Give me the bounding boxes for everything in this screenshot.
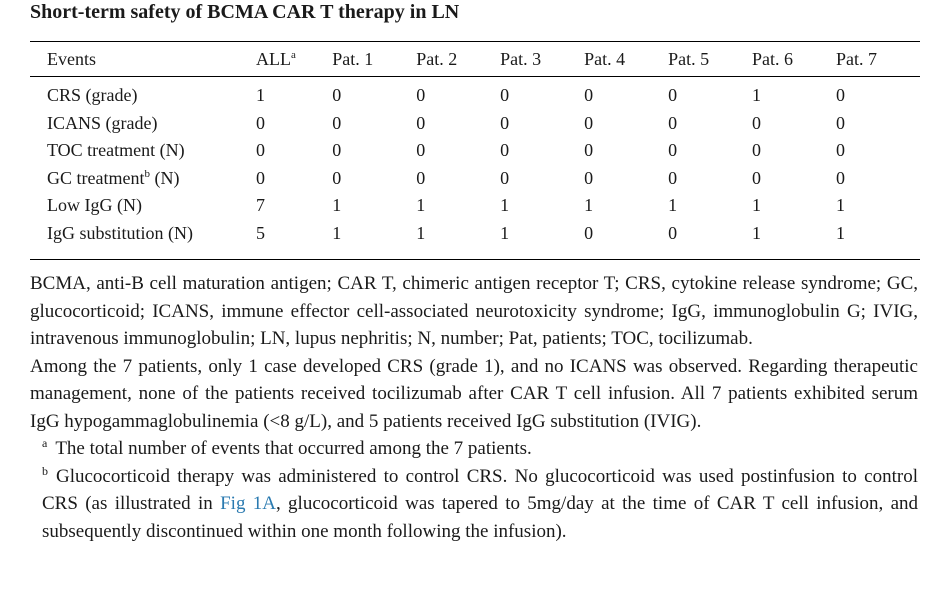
cell-pat-1: 0: [332, 167, 342, 188]
cell-pat-3: 0: [500, 140, 510, 161]
table-row: [30, 165, 920, 193]
cell-pat-2: 0: [416, 167, 426, 188]
header-pat-7: Pat. 7: [835, 48, 877, 69]
table-notes: [30, 270, 918, 545]
cell-pat-3: 1: [500, 195, 510, 216]
footnote-b-text-post: , glucocorticoid was tapered to 5mg/day at the time of CAR T cell infusion, and subsequently discontinued within one month following the infusion).: [42, 493, 919, 542]
table-row: [30, 110, 920, 138]
cell-pat-5: 1: [668, 195, 678, 216]
cell-pat-4: 0: [584, 112, 594, 133]
footnote-b-mark: b: [42, 463, 48, 478]
cell-pat-4: 0: [584, 222, 594, 243]
header-pat-4: Pat. 4: [584, 48, 626, 69]
cell-pat-6: 1: [752, 85, 762, 106]
table-row: [30, 82, 920, 110]
footnote-a-text: The total number of events that occurred among the 7 patients.: [55, 438, 532, 459]
cell-pat-6: 0: [752, 112, 762, 133]
cell-all: 1: [256, 85, 265, 106]
table-row: [30, 220, 920, 248]
cell-pat-5: 0: [668, 167, 678, 188]
table-title: Short-term safety of BCMA CAR T therapy in LN: [30, 1, 460, 23]
cell-all: 0: [256, 167, 265, 188]
top-rule: [30, 41, 920, 42]
cell-pat-5: 0: [668, 112, 678, 133]
header-pat-3: Pat. 3: [500, 48, 542, 69]
table-row: [30, 137, 920, 165]
cell-all: 5: [256, 222, 265, 243]
cell-pat-7: 1: [835, 195, 845, 216]
cell-pat-7: 0: [835, 85, 845, 106]
cell-pat-2: 0: [416, 112, 426, 133]
cell-pat-4: 0: [584, 140, 594, 161]
footnote-a: [30, 435, 918, 463]
cell-all: 7: [256, 195, 265, 216]
cell-pat-4: 0: [584, 167, 594, 188]
cell-pat-7: 0: [835, 167, 845, 188]
cell-pat-6: 0: [752, 167, 762, 188]
cell-pat-1: 0: [332, 112, 342, 133]
footnote-b-ref[interactable]: b: [144, 167, 150, 180]
cell-pat-1: 0: [332, 85, 342, 106]
row-label: IgG substitution (N): [47, 222, 193, 243]
row-label: Low IgG (N): [47, 195, 142, 216]
cell-pat-4: 1: [584, 195, 594, 216]
fig-1a-link[interactable]: Fig 1A: [220, 493, 276, 514]
row-label: GC treatment$^b$ (N): [47, 167, 180, 188]
bottom-rule: [30, 259, 920, 260]
header-pat-1: Pat. 1: [332, 48, 374, 69]
header-pat-6: Pat. 6: [752, 48, 794, 69]
footnote-a-ref[interactable]: a: [291, 48, 296, 61]
safety-table: [30, 44, 920, 247]
cell-pat-2: 1: [416, 195, 426, 216]
cell-pat-3: 0: [500, 112, 510, 133]
header-pat-2: Pat. 2: [416, 48, 458, 69]
footnote-b: [30, 463, 918, 546]
header-pat-5: Pat. 5: [668, 48, 710, 69]
cell-all: 0: [256, 140, 265, 161]
cell-pat-5: 0: [668, 85, 678, 106]
footnote-b-text-pre: Glucocorticoid therapy was administered to control CRS. No glucocorticoid was used postinfusion to control CRS (as illustrated in: [42, 465, 918, 514]
table-header-row: [30, 44, 920, 74]
cell-pat-7: 0: [835, 140, 845, 161]
cell-pat-7: 0: [835, 112, 845, 133]
summary-note: Among the 7 patients, only 1 case developed CRS (grade 1), and no ICANS was observed. Regarding therapeutic management, none of the patients received tocilizumab after CAR T cell infusion. All 7 patients exhibited serum IgG hypogammaglobulinemia (<8 g/L), and 5 patients received IgG substitution (IVIG).: [30, 355, 918, 432]
abbreviations-note: BCMA, anti-B cell maturation antigen; CAR T, chimeric antigen receptor T; CRS, cytokine release syndrome; GC, glucocorticoid; ICANS, immune effector cell-associated neurotoxicity syndrome; IgG, immunoglobulin G; IVIG, intravenous immunoglobulin; LN, lupus nephritis; N, number; Pat, patients; TOC, tocilizumab.: [30, 273, 918, 349]
cell-pat-3: 0: [500, 85, 510, 106]
cell-pat-6: 1: [752, 222, 762, 243]
cell-pat-6: 0: [752, 140, 762, 161]
cell-pat-2: 1: [416, 222, 426, 243]
cell-pat-5: 0: [668, 140, 678, 161]
cell-pat-2: 0: [416, 140, 426, 161]
cell-pat-1: 1: [332, 222, 342, 243]
header-all: ALL$^a$: [256, 48, 296, 69]
row-label: TOC treatment (N): [47, 140, 185, 161]
cell-pat-1: 0: [332, 140, 342, 161]
cell-pat-7: 1: [835, 222, 845, 243]
footnote-a-mark: a: [42, 436, 48, 450]
cell-all: 0: [256, 112, 265, 133]
cell-pat-4: 0: [584, 85, 594, 106]
row-label: CRS (grade): [47, 85, 138, 106]
cell-pat-5: 0: [668, 222, 678, 243]
cell-pat-6: 1: [752, 195, 762, 216]
table-row: [30, 192, 920, 220]
header-events: Events: [47, 48, 96, 69]
cell-pat-3: 0: [500, 167, 510, 188]
row-label: ICANS (grade): [47, 112, 158, 133]
cell-pat-1: 1: [332, 195, 342, 216]
cell-pat-3: 1: [500, 222, 510, 243]
cell-pat-2: 0: [416, 85, 426, 106]
